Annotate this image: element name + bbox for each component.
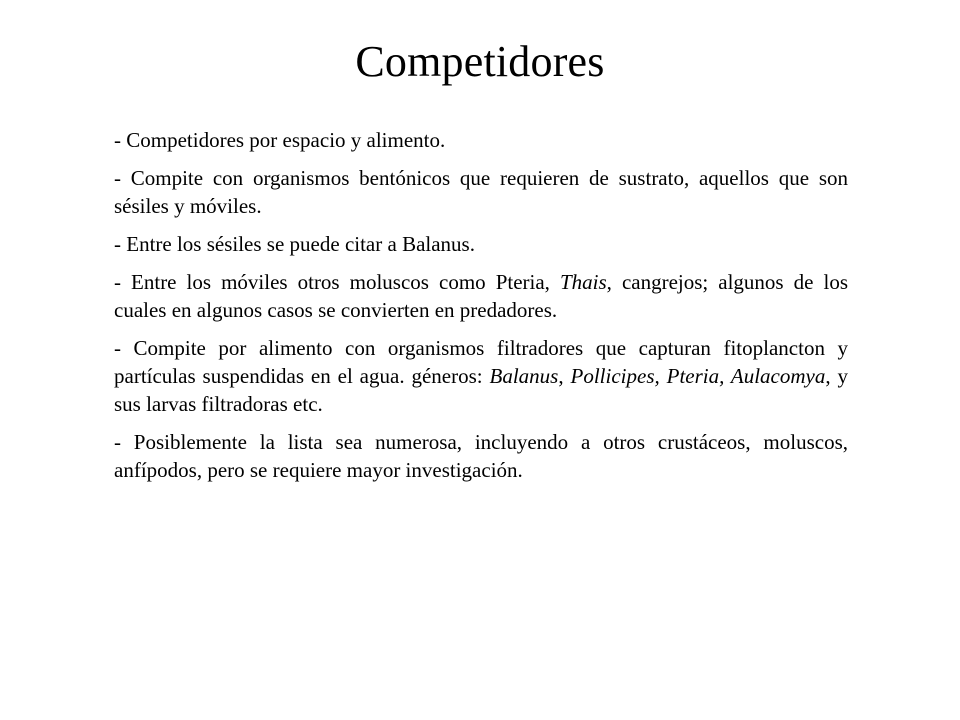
paragraph-text: - Competidores por espacio y alimento. xyxy=(114,128,446,152)
bullet-paragraph xyxy=(114,268,848,324)
bullet-list xyxy=(114,126,848,494)
paragraph-text: - Compite por alimento con organismos filtradores que capturan fitoplancton y partículas suspendidas en el agua. géneros: xyxy=(114,336,848,388)
paragraph-text: - Compite con organismos bentónicos que requieren de sustrato, aquellos que son sésiles y móviles. xyxy=(114,166,848,218)
italic-term: Balanus xyxy=(489,364,559,388)
slide-title: Competidores xyxy=(355,37,605,86)
bullet-paragraph xyxy=(114,428,848,484)
paragraph-text: , y sus larvas filtradoras etc. xyxy=(114,364,849,416)
paragraph-text: - Posiblemente la lista sea numerosa, incluyendo a otros crustáceos, moluscos, anfípodos, pero se requiere mayor investigación. xyxy=(114,430,848,482)
italic-term: Pollicipes, Pteria, Aulacomya xyxy=(570,364,826,388)
bullet-paragraph xyxy=(114,164,848,220)
bullet-paragraph xyxy=(114,334,848,418)
bullet-paragraph xyxy=(114,126,848,154)
paragraph-text: - Entre los móviles otros moluscos como Pteria, xyxy=(114,270,560,294)
italic-term: Thais xyxy=(559,270,607,294)
paragraph-text: , cangrejos; algunos de los cuales en algunos casos se convierten en predadores. xyxy=(114,270,848,322)
paragraph-text: , xyxy=(558,364,571,388)
paragraph-text: - Entre los sésiles se puede citar a Balanus. xyxy=(114,232,475,256)
bullet-paragraph xyxy=(114,230,848,258)
